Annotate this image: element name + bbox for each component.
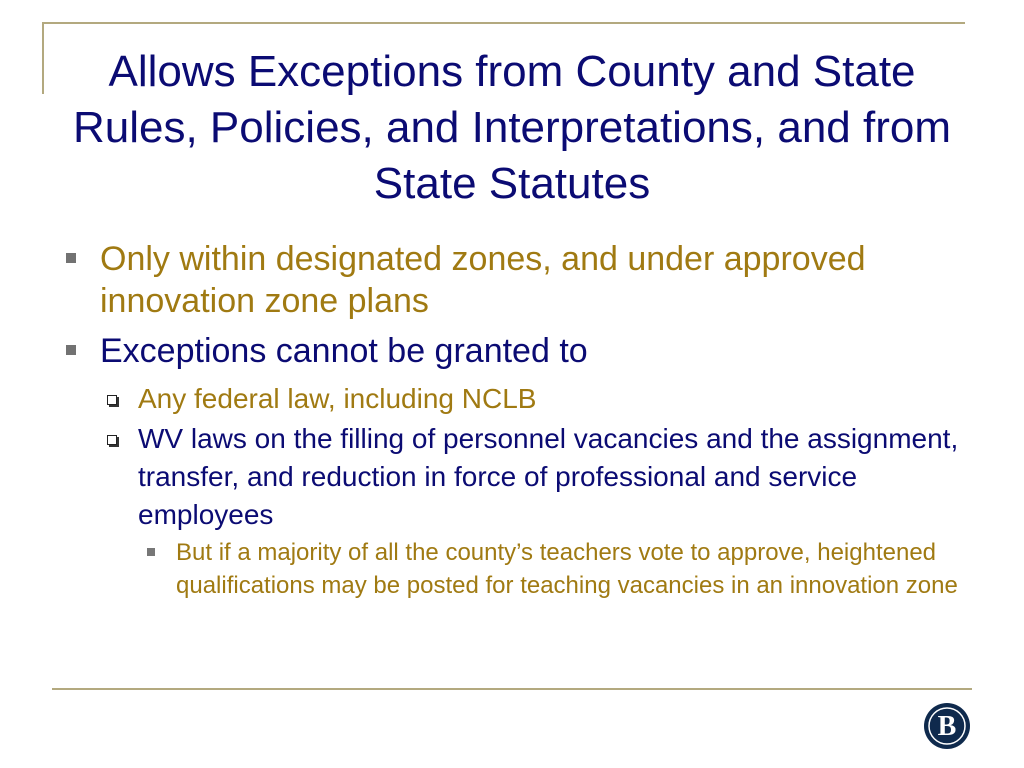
bottom-rule [52,688,972,690]
square-bullet-icon [66,253,76,263]
bullet-item [60,330,970,372]
left-rule [42,22,44,94]
hollow-square-bullet-icon [107,395,117,405]
sub-bullet-text: WV laws on the filling of personnel vacancies and the assignment, transfer, and reduction in force of professional and service employees [138,423,959,530]
sub-bullet-item [60,380,970,418]
small-square-bullet-icon [147,548,155,556]
slide-title: Allows Exceptions from County and State Rules, Policies, and Interpretations, and from State Statutes [72,47,951,208]
slide-body [60,238,970,602]
logo-letter: B [937,711,957,742]
sub-sub-bullet-item [60,536,970,602]
bullet-text: Exceptions cannot be granted to [100,332,588,370]
top-rule [42,22,965,24]
bullet-text: Only within designated zones, and under approved innovation zone plans [100,240,866,320]
sub-sub-bullet-text: But if a majority of all the county’s teachers vote to approve, heightened qualifications may be posted for teaching vacancies in an innovation zone [176,539,958,599]
b-logo-icon [922,701,972,751]
sub-bullet-item [60,420,970,534]
bullet-item [60,238,970,322]
sub-bullet-text: Any federal law, including NCLB [138,383,537,414]
hollow-square-bullet-icon [107,435,117,445]
square-bullet-icon [66,345,76,355]
